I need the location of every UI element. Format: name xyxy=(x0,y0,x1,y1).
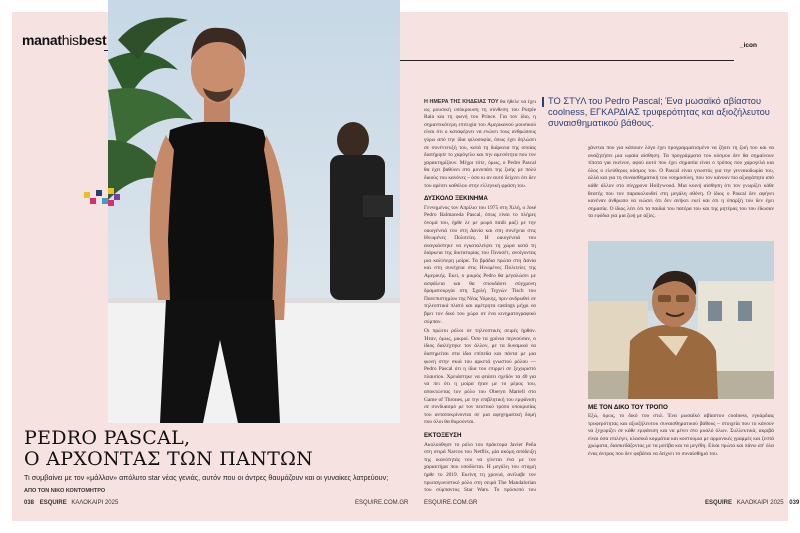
subhead-1: ΔΥΣΚΟΛΟ ΞΕΚΙΝΗΜΑ xyxy=(424,195,488,203)
right-footer-magazine: ESQUIRE xyxy=(705,500,733,506)
section-tag: _icon xyxy=(740,42,757,49)
header-rule-right xyxy=(400,60,734,61)
caption-title: ΜΕ ΤΟΝ ΔΙΚΟ ΤΟΥ ΤΡΟΠΟ xyxy=(588,404,668,411)
intro-lead: Η ΗΜΕΡΑ ΤΗΣ ΚΗΔΕΙΑΣ ΤΟΥ xyxy=(424,99,499,105)
paragraph-1: Γεννημένος τον Απρίλιο του 1975 στη Χιλή, ο José Pedro Balmaceda Pascal, όπως είναι το πλήρες όνομά του, ήρθε λε με μωρό παιδί μαζί με την οικογένειά του στη Δανία και στη συνέχεια στις Ηνωμένες Πολιτείες. Η οικογένειά του αναγκάστηκε να εγκαταλείψει τη χώρα κατά τη διάρκεια της δικτατορίας του Πινοσέτ, ανοίγοντας μια καλύτερη μοίρα. Τα βράδια πρώτα στη Δανία και στη συνέχεια στις Ηνωμένες Πολιτείες της Αμερικής. Εκεί, ο μικρός Pedro θα μεγαλώσει με ασφάλεια και θα σπουδάσει σύγχρονη δραματουργία στη Σχολή Τεχνών Tisch του Πανεπιστημίου της Νέας Υόρκης, πριν ανδρωθεί σε τηλεοπτικά πλατό και αμέτρητα castings μέχρι να βρει τον δικό του χώρο σε ένα κινηματογραφικό σύμπαν. xyxy=(424,204,536,325)
left-footer xyxy=(24,500,118,506)
right-page-number: 039 xyxy=(789,500,800,506)
subhead-2: ΕΚΤΟΞΕΥΣΗ xyxy=(424,431,462,439)
headline-line-2: Ο ΑΡΧΟΝΤΑΣ ΤΩΝ ΠΑΝΤΩΝ xyxy=(24,448,314,470)
article-headline xyxy=(24,428,313,470)
caption-body: Εξώ, όμως, το δικό του στιλ. Ένα μωσαϊκό αβίαστου coolness, εγκάρδιας τρυφερότητας και αξιοζήλευτου συναισθηματικού βάθους – στοιχεία που το κάνουν να ξεχωρίζει σε κάθε εμφάνιση και να μένει στο μυαλό όλων. Συλλεκτικά, ακριβά είναι όσα επιλέγει, κλασικά κομμάτια και κοστούμια με αρμονικές γραμμές και ζεστά χρώματα, διασκεδάζοντας με τα μοτίβα και τα μεγέθη. Είναι πρώτα και πάνω απ' όλα ένας άντρας που δεν φοβάται να δείχνει το συναίσθημά του. xyxy=(588,413,774,457)
column-2-paragraph: χάνεται που για κάποιον λόγο έχει προγραμματισμένο να ζήσει τη ζωή του και να αναζητήσει μια ωραία αίσθηση. Τα προγράμματα του κόσμου δεν θα σημαίνουν τίποτα για εκείνον, αφού αυτό που έχει σημασία είναι ο τρόπος που χαμογελά και όλος ο ελεύθερος κόσμος του. Ο Pascal είναι γνωστός για την γενναιοδωρία του, αλλά και για τη συναισθηματική του νοημοσύνη, που τον κάνουν πιο αξιαγάπητο από κάθε άλλον στο σύγχρονο Hollywood. Μια κοινή αίσθηση ότι τον γνωρίζει κάθε θεατής που τον παρακολουθεί στη μεγάλη οθόνη. Ο ίδιος ο Pascal δεν αφήνει κανέναν άνθρωπο να νιώσει ότι δεν ανήκει εκεί και ότι η ύπαρξή του δεν έχει σημασία. Ο ίδιος λέει ότι τα παιδιά του πατέρα του και της μητέρας του του έδωσαν τα εφόδια για μια ζωή με αξίες. xyxy=(588,145,774,220)
hero-photo xyxy=(108,0,400,423)
article-column-2 xyxy=(588,145,774,237)
article-column-1 xyxy=(424,99,536,494)
intro-text: θα ήθελε να έχει ως μουσική υπόκρουση τη σύνθεση του Purple Rain και τη φωνή του Prince. Για τον ίδιο, η σημαντικότερη επιτυχία του Αμερικανού μουσικού είναι ότι ο καταφέρνει να ενώνει τους ανθρώπους γύρω από την ίδια φιλοσοφία, όπως έχει δηλώσει σε συνέντευξή του, κατά τη διάρκεια της οποίας διατήρησε το χαμόγελο και την αμεσότητα που τον χαρακτηρίζουν. Μέχρι τότε, όμως, ο Pedro Pascal θα έχει βαθύνει στο μονοπάτι της ζωής με πολύ δικούς του κανόνες – όσο κι αν αυτό δείχνει ότι δεν του αρέσει καθόλου στην ελληνική φράση του. xyxy=(424,99,536,189)
article-deck: Τι συμβαίνει με τον «μάλλον» απόλυτο star νέας γενιάς, αυτόν που οι άντρες θαυμάζουν και οι γυναίκες λατρεύουν; xyxy=(24,473,389,482)
brand-part-3: best xyxy=(78,32,107,48)
right-footer-site: ESQUIRE.COM.GR xyxy=(424,500,478,506)
pixel-logo-icon xyxy=(84,184,124,214)
pull-quote-marker xyxy=(542,97,544,107)
headline-line-1: PEDRO PASCAL, xyxy=(24,427,191,449)
left-footer-issue: ΚΑΛΟΚΑΙΡΙ 2025 xyxy=(71,500,119,506)
brand-part-1: manat xyxy=(22,32,62,48)
right-footer xyxy=(705,500,799,506)
pull-quote: ΤΟ ΣΤΥΛ του Pedro Pascal; Ένα μωσαϊκό αβίαστου coolness, ΕΓΚΑΡΔΙΑΣ τρυφερότητας και αξιοζήλευτου συναισθηματικού βάθους. xyxy=(548,96,770,128)
brand-part-2: his xyxy=(61,32,79,48)
paragraph-2: Οι πρώτοι ρόλοι σε τηλεοπτικές σειρές ήρθαν. Ήταν, όμως, μικροί. Όσο τα χρόνια περνούσαν, ο ίδιος διαλέχτηκε τον άλλον, με τα δυναμικά να διατηρείται στα ίδια επίπεδα και πάντα με μια φωνή στην σκιά του αρκετά γνωστού ρόλου — Pedro Pascal ότι η ίδια του επιρρεί σε ξεχωριστό πλαισίου. Χρειάστηκε να φτάσει σχεδόν τα 40 για να πει ότι η μοίρα ήταν με το μέρος του, αποκτώντας τον ρόλο του Oberyn Martell στο Game of Thrones, με την επιβλητική του εμφάνιση σε συνδυασμό με τον πειστικό τρόπο υποκρισίας του ανταποκρίνονται σε μια αφηγηματική δομή που όλοι θα θυμούνται. xyxy=(424,328,536,426)
paragraph-3: Ακολούθησε το ρόλο του πράκτορα Javier Peña στη σειρά Narcos του Netflix, μία ακόμη απόδειξη της ικανότητάς του να γίνεται ένα με τον χαρακτήρα που υποδύεται. Η μεγάλη του στιγμή ήρθε το 2019. Εκείνη τη χρονιά, ανέλαβε τον πρωταγωνιστικό ρόλο στη σειρά The Mandalorian του σύμπαντος Star Wars. Το πρόσωπό του xyxy=(424,441,536,494)
section-logo xyxy=(22,32,106,48)
left-footer-site: ESQUIRE.COM.GR xyxy=(355,500,409,506)
article-byline: ΑΠΟ ΤΟΝ ΝΙΚΟ ΚΟΝΤΟΜΗΤΡΟ xyxy=(24,488,106,494)
left-footer-magazine: ESQUIRE xyxy=(39,500,67,506)
secondary-photo xyxy=(588,241,774,399)
right-footer-issue: ΚΑΛΟΚΑΙΡΙ 2025 xyxy=(736,500,784,506)
left-page-number: 038 xyxy=(24,500,35,506)
